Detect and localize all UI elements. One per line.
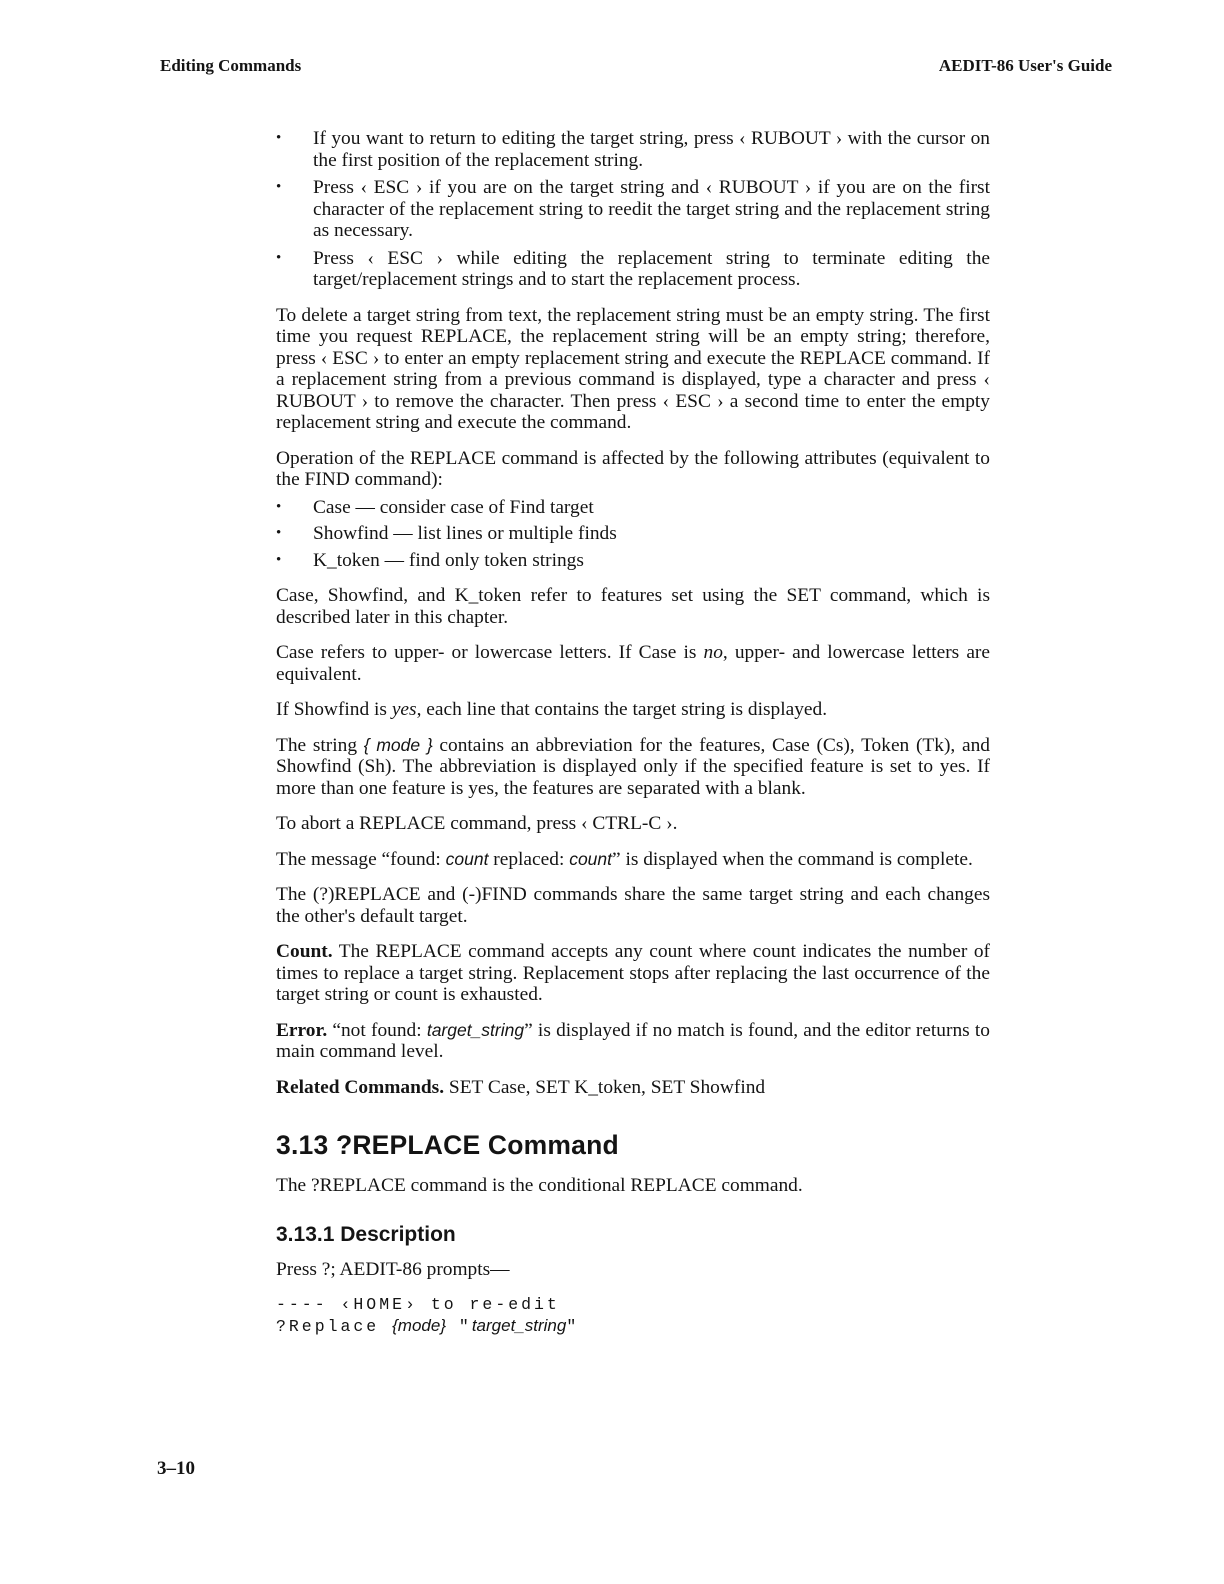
list-item: • Showfind — list lines or multiple finds (276, 523, 990, 545)
code-line-2: ?Replace {mode} "target_string" (276, 1316, 580, 1336)
attribute-list (276, 497, 990, 572)
section-heading: 3.13 ?REPLACE Command (276, 1130, 619, 1160)
paragraph-count: Count. The REPLACE command accepts any count where count indicates the number of times to replace a target string. Replacement stops after replacing the last occurrence of the target string or count is exhausted. (276, 941, 990, 1005)
replace-editing-bullets (276, 128, 990, 291)
section-intro: The ?REPLACE command is the conditional REPLACE command. (276, 1175, 803, 1196)
running-header-left: Editing Commands (160, 56, 302, 75)
target-string-placeholder: target_string (471, 1316, 567, 1335)
paragraph-features: Case, Showfind, and K_token refer to features set using the SET command, which is described later in this chapter. (276, 585, 990, 628)
running-header-right: AEDIT-86 User's Guide (938, 56, 1112, 75)
paragraph-share-target: The (?)REPLACE and (-)FIND commands share the same target string and each changes the other's default target. (276, 884, 990, 927)
paragraph-related-commands: Related Commands. SET Case, SET K_token, SET Showfind (276, 1076, 766, 1098)
paragraph-delete-target: To delete a target string from text, the replacement string must be an empty string. The first time you request REPLACE, the replacement string will be an empty string; therefore, press ‹ ESC › to enter an empty replacement string and execute the REPLACE command. If a replacement string from a previous command is displayed, type a character and press ‹ RUBOUT › to remove the character. Then press ‹ ESC › a second time to enter the empty replacement string and execute the command. (276, 304, 990, 433)
paragraph-operation: Operation of the REPLACE command is affected by the following attributes (equivalent to the FIND command): (276, 447, 990, 490)
count-label: Count. (276, 941, 333, 962)
page-number: 3–10 (157, 1458, 195, 1479)
italic-yes: yes (391, 699, 417, 720)
list-item: • If you want to return to editing the target string, press ‹ RUBOUT › with the cursor on the first position of the replacement string. (276, 128, 990, 171)
paragraph-message: The message “found: count replaced: count” is displayed when the command is complete. (276, 848, 973, 870)
list-item: • K_token — find only token strings (276, 550, 990, 572)
code-line-1: ---- ‹HOME› to re-edit (276, 1295, 560, 1314)
error-label: Error. (276, 1019, 328, 1041)
mode-placeholder: { mode } (363, 734, 433, 755)
subsection-heading: 3.13.1 Description (276, 1222, 456, 1246)
paragraph-showfind: If Showfind is yes, each line that contains the target string is displayed. (276, 699, 828, 720)
target-string-placeholder: target_string (426, 1019, 525, 1040)
paragraph-case: Case refers to upper- or lowercase letters. If Case is no, upper- and lowercase letters are equivalent. (276, 642, 990, 685)
paragraph-press: Press ?; AEDIT-86 prompts— (276, 1258, 510, 1280)
paragraph-abort: To abort a REPLACE command, press ‹ CTRL-C ›. (276, 813, 678, 834)
paragraph-error: Error. “not found: target_string” is displayed if no match is found, and the editor returns to main command level. (276, 1019, 990, 1062)
mode-placeholder: {mode} (392, 1316, 447, 1335)
paragraph-mode: The string { mode } contains an abbreviation for the features, Case (Cs), Token (Tk), and Showfind (Sh). The abbreviation is displayed only if the specified feature is set to yes. If more than one feature is yes, the features are separated with a blank. (276, 734, 990, 799)
list-item: • Press ‹ ESC › while editing the replacement string to terminate editing the target/replacement strings and to start the replacement process. (276, 248, 990, 291)
count-placeholder: count (445, 848, 489, 869)
page-body (276, 128, 990, 1337)
list-item: • Case — consider case of Find target (276, 497, 990, 519)
count-placeholder: count (569, 848, 612, 869)
list-item: • Press ‹ ESC › if you are on the target string and ‹ RUBOUT › if you are on the first character of the replacement string to reedit the target string and the replacement string as necessary. (276, 177, 990, 242)
related-commands-label: Related Commands. (276, 1076, 445, 1098)
prompt-code-block (276, 1294, 990, 1337)
italic-no: no (703, 642, 723, 663)
